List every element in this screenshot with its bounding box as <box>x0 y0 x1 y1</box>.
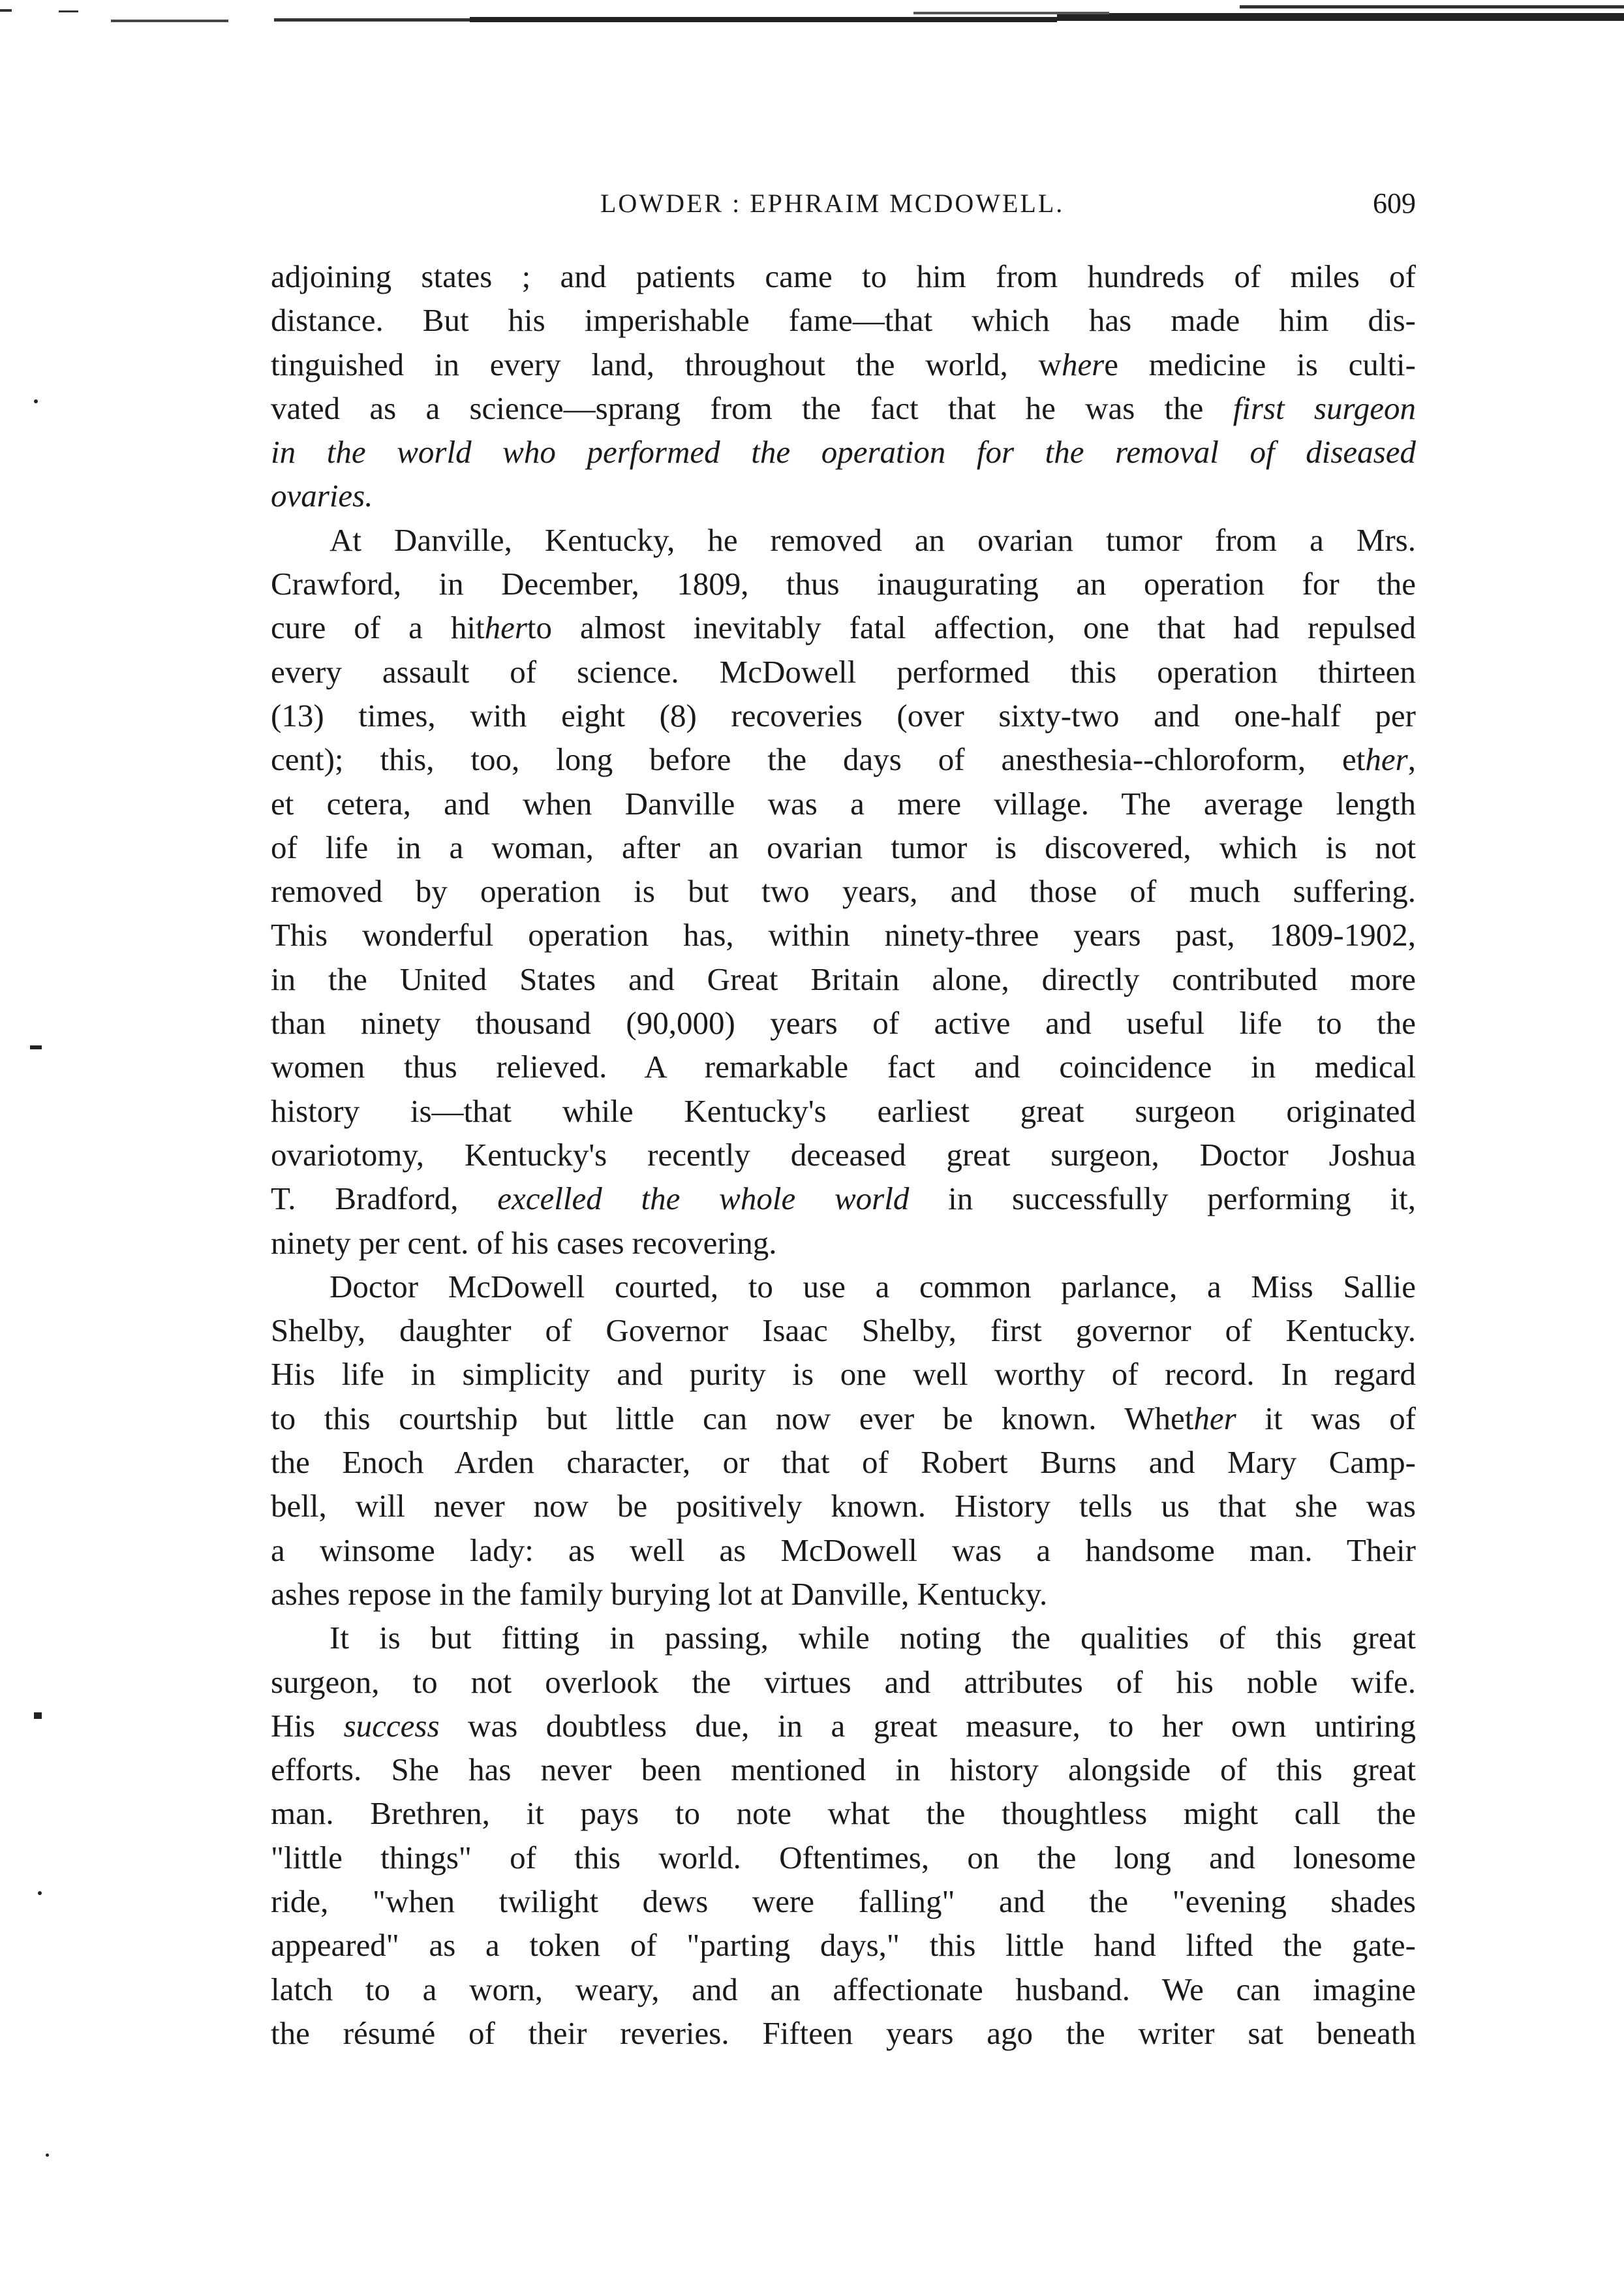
running-header <box>274 184 1416 230</box>
text-line: cent); this, too, long before the days of anesthesia--chloroform, ether, <box>271 741 1416 778</box>
margin-mark <box>34 1712 42 1719</box>
text-line: man. Brethren, it pays to note what the thoughtless might call the <box>271 1795 1416 1832</box>
text-line: Crawford, in December, 1809, thus inaugurating an operation for the <box>271 566 1416 602</box>
text-line: ninety per cent. of his cases recovering. <box>271 1224 777 1261</box>
text-line: His life in simplicity and purity is one well worthy of record. In regard <box>271 1356 1416 1393</box>
text-line: the Enoch Arden character, or that of Robert Burns and Mary Camp- <box>271 1444 1416 1481</box>
text-line: adjoining states ; and patients came to him from hundreds of miles of <box>271 258 1416 294</box>
text-line: At Danville, Kentucky, he removed an ovarian tumor from a Mrs. <box>329 521 1416 558</box>
body-text <box>271 255 1416 2055</box>
text-line: history is—that while Kentucky's earliest great surgeon originated <box>271 1092 1416 1129</box>
text-line: Doctor McDowell courted, to use a common parlance, a Miss Sallie <box>329 1268 1416 1304</box>
text-line: Shelby, daughter of Governor Isaac Shelby, first governor of Kentucky. <box>271 1312 1416 1349</box>
text-line: bell, will never now be positively known. History tells us that she was <box>271 1488 1416 1524</box>
text-line: et cetera, and when Danville was a mere village. The average length <box>271 785 1416 822</box>
margin-mark <box>34 399 38 403</box>
text-line: cure of a hitherto almost inevitably fatal affection, one that had repulsed <box>271 610 1416 646</box>
text-line: It is but fitting in passing, while noting the qualities of this great <box>329 1620 1416 1656</box>
text-line: (13) times, with eight (8) recoveries (over sixty-two and one-half per <box>271 697 1416 733</box>
text-line: the résumé of their reveries. Fifteen years ago the writer sat beneath <box>271 2014 1416 2051</box>
text-line: His success was doubtless due, in a great measure, to her own untiring <box>271 1707 1416 1744</box>
margin-mark <box>30 1045 42 1049</box>
page-number: 609 <box>1373 187 1416 219</box>
text-line: ovaries. <box>271 478 373 514</box>
text-line: in the world who performed the operation for the removal of diseased <box>271 434 1416 471</box>
text-line: removed by operation is but two years, and those of much suffering. <box>271 873 1416 910</box>
text-line: "little things" of this world. Oftentimes, on the long and lonesome <box>271 1839 1416 1875</box>
text-line: ovariotomy, Kentucky's recently deceased great surgeon, Doctor Joshua <box>271 1136 1416 1173</box>
text-line: of life in a woman, after an ovarian tumor is discovered, which is not <box>271 829 1416 865</box>
text-line: T. Bradford, excelled the whole world in successfully performing it, <box>271 1181 1416 1217</box>
text-line: women thus relieved. A remarkable fact and coincidence in medical <box>271 1049 1416 1085</box>
text-line: in the United States and Great Britain alone, directly contributed more <box>271 961 1416 997</box>
text-line: ride, "when twilight dews were falling" and the "evening shades <box>271 1883 1416 1919</box>
text-line: appeared" as a token of "parting days," this little hand lifted the gate- <box>271 1927 1416 1964</box>
text-line: surgeon, to not overlook the virtues and attributes of his noble wife. <box>271 1663 1416 1700</box>
text-line: ashes repose in the family burying lot at Danville, Kentucky. <box>271 1575 1048 1612</box>
margin-mark <box>46 2153 49 2157</box>
text-line: latch to a worn, weary, and an affectionate husband. We can imagine <box>271 1971 1416 2007</box>
text-line: to this courtship but little can now ever be known. Whether it was of <box>271 1400 1416 1436</box>
text-line: This wonderful operation has, within ninety-three years past, 1809-1902, <box>271 917 1416 953</box>
text-line: vated as a science—sprang from the fact that he was the first surgeon <box>271 390 1416 426</box>
text-line: a winsome lady: as well as McDowell was a handsome man. Their <box>271 1532 1416 1568</box>
margin-mark <box>38 1891 42 1895</box>
text-line: distance. But his imperishable fame—that which has made him dis- <box>271 302 1416 339</box>
text-line: tinguished in every land, throughout the world, where medicine is culti- <box>271 346 1416 382</box>
text-line: efforts. She has never been mentioned in history alongside of this great <box>271 1752 1416 1788</box>
text-line: than ninety thousand (90,000) years of active and useful life to the <box>271 1005 1416 1042</box>
text-line: every assault of science. McDowell performed this operation thirteen <box>271 653 1416 690</box>
scan-edge-artifact <box>0 0 1624 52</box>
running-title: LOWDER : EPHRAIM MCDOWELL. <box>600 189 1065 218</box>
